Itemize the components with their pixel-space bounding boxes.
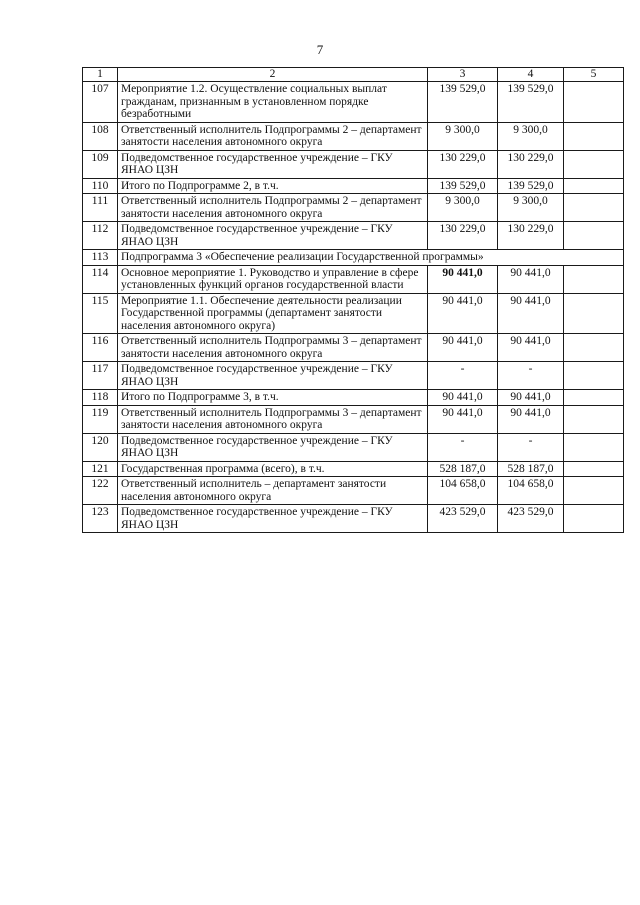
row-value-5: [564, 362, 624, 390]
row-number: 121: [83, 461, 118, 477]
row-name: Подведомственное государственное учреждение – ГКУ ЯНАО ЦЗН: [118, 505, 428, 533]
row-value-4: -: [498, 362, 564, 390]
row-number: 112: [83, 222, 118, 250]
row-number: 111: [83, 194, 118, 222]
column-header-1: 1: [83, 68, 118, 82]
table-row: [83, 222, 624, 250]
row-value-3: 528 187,0: [428, 461, 498, 477]
row-number: 110: [83, 178, 118, 194]
table-row: [83, 82, 624, 123]
row-name: Подведомственное государственное учреждение – ГКУ ЯНАО ЦЗН: [118, 150, 428, 178]
row-number: 122: [83, 477, 118, 505]
table-row-section: [83, 250, 624, 266]
row-name: Ответственный исполнитель – департамент занятости населения автономного округа: [118, 477, 428, 505]
row-value-5: [564, 461, 624, 477]
column-header-5: 5: [564, 68, 624, 82]
row-number: 115: [83, 293, 118, 334]
row-value-3: 139 529,0: [428, 178, 498, 194]
row-value-5: [564, 405, 624, 433]
table-row: [83, 122, 624, 150]
row-value-5: [564, 293, 624, 334]
row-value-3: 9 300,0: [428, 194, 498, 222]
column-header-2: 2: [118, 68, 428, 82]
header-row: [83, 68, 624, 82]
row-value-3: 130 229,0: [428, 222, 498, 250]
row-name: Ответственный исполнитель Подпрограммы 2 – департамент занятости населения автономного округа: [118, 122, 428, 150]
page-number: 7: [316, 42, 324, 57]
row-number: 123: [83, 505, 118, 533]
row-value-4: 528 187,0: [498, 461, 564, 477]
row-number: 119: [83, 405, 118, 433]
row-name: Подведомственное государственное учреждение – ГКУ ЯНАО ЦЗН: [118, 433, 428, 461]
table-row: [83, 178, 624, 194]
table-row: [83, 150, 624, 178]
row-value-4: 9 300,0: [498, 194, 564, 222]
row-value-3: 9 300,0: [428, 122, 498, 150]
table-row: [83, 405, 624, 433]
table-header: [83, 68, 624, 82]
row-value-3: 130 229,0: [428, 150, 498, 178]
row-number: 107: [83, 82, 118, 123]
row-number: 118: [83, 390, 118, 406]
row-name: Итого по Подпрограмме 2, в т.ч.: [118, 178, 428, 194]
table-row: [83, 505, 624, 533]
row-value-4: 90 441,0: [498, 390, 564, 406]
table-row: [83, 433, 624, 461]
row-number: 108: [83, 122, 118, 150]
row-value-5: [564, 150, 624, 178]
row-value-4: 90 441,0: [498, 265, 564, 293]
table-row: [83, 334, 624, 362]
row-name: Подведомственное государственное учреждение – ГКУ ЯНАО ЦЗН: [118, 362, 428, 390]
row-number: 120: [83, 433, 118, 461]
row-number: 113: [83, 250, 118, 266]
row-value-5: [564, 390, 624, 406]
row-value-4: 130 229,0: [498, 222, 564, 250]
row-value-3: 90 441,0: [428, 405, 498, 433]
row-value-4: 104 658,0: [498, 477, 564, 505]
row-value-5: [564, 122, 624, 150]
row-value-5: [564, 178, 624, 194]
row-value-5: [564, 265, 624, 293]
row-name: Государственная программа (всего), в т.ч.: [118, 461, 428, 477]
section-title: Подпрограмма 3 «Обеспечение реализации Государственной программы»: [118, 250, 624, 266]
row-value-5: [564, 222, 624, 250]
row-value-4: 423 529,0: [498, 505, 564, 533]
table-row: [83, 477, 624, 505]
row-name: Основное мероприятие 1. Руководство и управление в сфере установленных функций органов государственной власти: [118, 265, 428, 293]
row-value-3: 90 441,0: [428, 293, 498, 334]
row-value-3: 90 441,0: [428, 265, 498, 293]
row-value-5: [564, 433, 624, 461]
column-header-3: 3: [428, 68, 498, 82]
table-row: [83, 265, 624, 293]
row-value-3: 90 441,0: [428, 334, 498, 362]
row-name: Мероприятие 1.1. Обеспечение деятельности реализации Государственной программы (департамент занятости населения автономного округа): [118, 293, 428, 334]
table-row: [83, 293, 624, 334]
row-name: Итого по Подпрограмме 3, в т.ч.: [118, 390, 428, 406]
row-value-5: [564, 194, 624, 222]
row-value-5: [564, 82, 624, 123]
table-row: [83, 362, 624, 390]
row-number: 117: [83, 362, 118, 390]
table-row: [83, 390, 624, 406]
table-body: [83, 82, 624, 533]
row-number: 114: [83, 265, 118, 293]
row-name: Мероприятие 1.2. Осуществление социальных выплат гражданам, признанным в установленном порядке безработными: [118, 82, 428, 123]
row-value-4: 90 441,0: [498, 405, 564, 433]
row-value-5: [564, 505, 624, 533]
row-value-4: 139 529,0: [498, 178, 564, 194]
table-row: [83, 194, 624, 222]
row-value-4: 130 229,0: [498, 150, 564, 178]
row-name: Ответственный исполнитель Подпрограммы 3 – департамент занятости населения автономного округа: [118, 334, 428, 362]
row-name: Ответственный исполнитель Подпрограммы 2 – департамент занятости населения автономного округа: [118, 194, 428, 222]
row-name: Подведомственное государственное учреждение – ГКУ ЯНАО ЦЗН: [118, 222, 428, 250]
row-value-3: 90 441,0: [428, 390, 498, 406]
row-value-3: 104 658,0: [428, 477, 498, 505]
row-number: 116: [83, 334, 118, 362]
row-value-4: 90 441,0: [498, 293, 564, 334]
row-number: 109: [83, 150, 118, 178]
row-value-4: 90 441,0: [498, 334, 564, 362]
table-row: [83, 461, 624, 477]
row-value-4: -: [498, 433, 564, 461]
column-header-4: 4: [498, 68, 564, 82]
row-name: Ответственный исполнитель Подпрограммы 3 – департамент занятости населения автономного округа: [118, 405, 428, 433]
row-value-4: 9 300,0: [498, 122, 564, 150]
row-value-4: 139 529,0: [498, 82, 564, 123]
budget-table: [82, 67, 624, 533]
row-value-3: 423 529,0: [428, 505, 498, 533]
row-value-5: [564, 477, 624, 505]
row-value-3: 139 529,0: [428, 82, 498, 123]
row-value-5: [564, 334, 624, 362]
row-value-3: -: [428, 433, 498, 461]
row-value-3: -: [428, 362, 498, 390]
